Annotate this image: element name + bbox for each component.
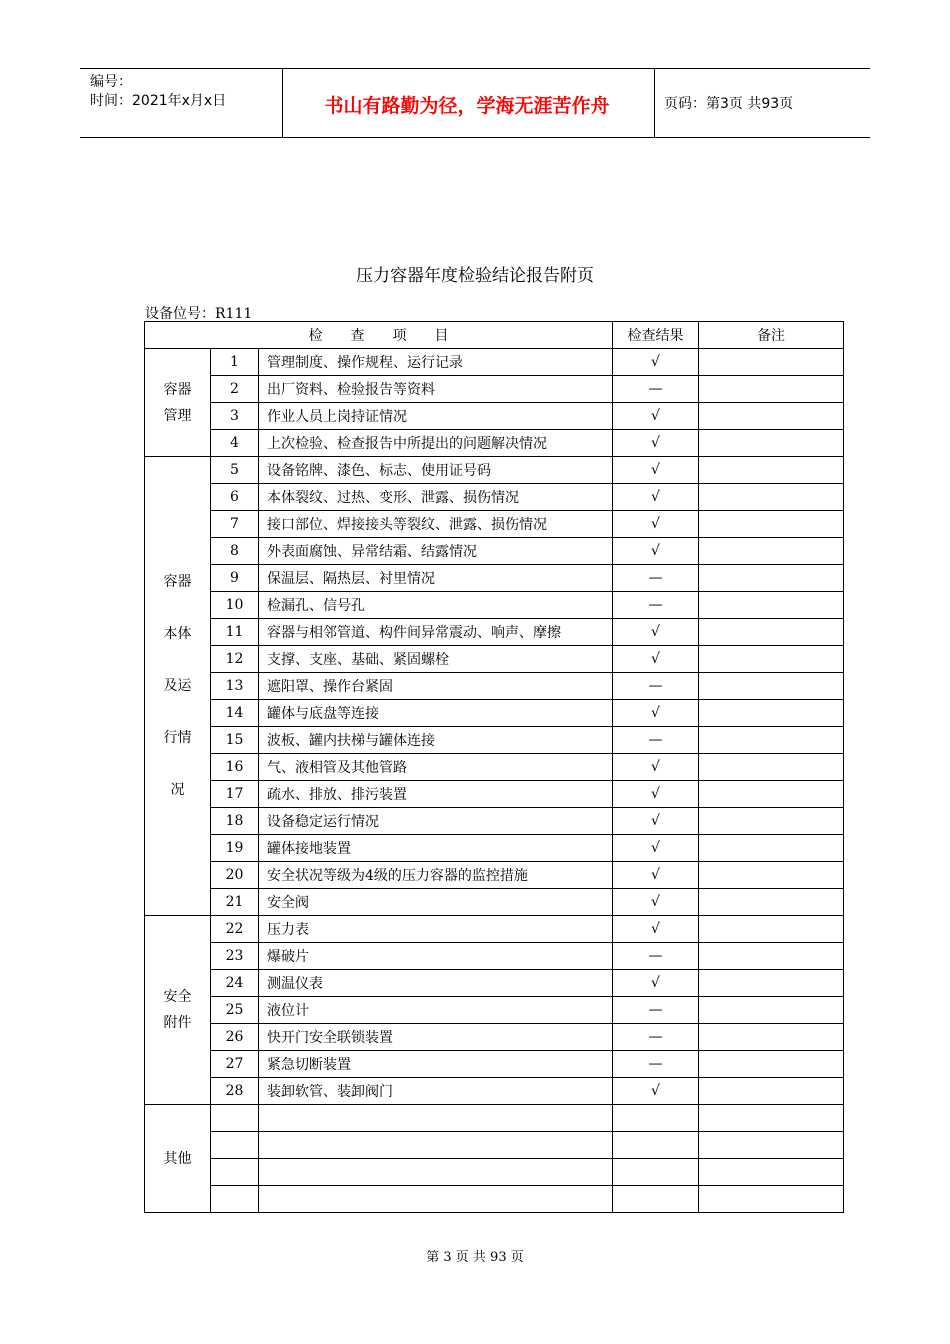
row-item: 管理制度、操作规程、运行记录 — [259, 349, 613, 376]
table-row — [145, 1105, 844, 1132]
page-footer: 第 3 页 共 93 页 — [426, 1250, 524, 1265]
row-item: 爆破片 — [259, 943, 613, 970]
row-result: √ — [613, 403, 699, 430]
row-note — [699, 538, 844, 565]
row-number: 20 — [211, 862, 259, 889]
row-result — [613, 1159, 699, 1186]
row-result: √ — [613, 511, 699, 538]
row-number: 26 — [211, 1024, 259, 1051]
row-result: √ — [613, 484, 699, 511]
row-result: √ — [613, 646, 699, 673]
row-note — [699, 646, 844, 673]
row-result: √ — [613, 349, 699, 376]
category-label: 安全 — [163, 989, 192, 1005]
row-result: — — [613, 565, 699, 592]
table-row — [145, 592, 844, 619]
column-header-note: 备注 — [699, 322, 844, 349]
category-label: 况 — [170, 782, 185, 798]
row-result: — — [613, 727, 699, 754]
row-result: √ — [613, 538, 699, 565]
table-row — [145, 754, 844, 781]
row-note — [699, 484, 844, 511]
table-row — [145, 646, 844, 673]
row-result: √ — [613, 754, 699, 781]
row-number: 6 — [211, 484, 259, 511]
row-number: 27 — [211, 1051, 259, 1078]
row-note — [699, 565, 844, 592]
table-row — [145, 1051, 844, 1078]
row-number: 4 — [211, 430, 259, 457]
row-note — [699, 349, 844, 376]
row-note — [699, 1105, 844, 1132]
page-header — [80, 68, 870, 138]
row-item: 罐体接地装置 — [259, 835, 613, 862]
category-label: 附件 — [163, 1015, 192, 1031]
row-note — [699, 1051, 844, 1078]
table-row — [145, 781, 844, 808]
row-note — [699, 1078, 844, 1105]
table-row — [145, 1078, 844, 1105]
row-number — [211, 1132, 259, 1159]
header-motto: 书山有路勤为径，学海无涯苦作舟 — [324, 95, 610, 117]
row-note — [699, 835, 844, 862]
row-item: 外表面腐蚀、异常结霜、结露情况 — [259, 538, 613, 565]
table-row — [145, 673, 844, 700]
row-item: 气、液相管及其他管路 — [259, 754, 613, 781]
row-item: 罐体与底盘等连接 — [259, 700, 613, 727]
category-cell — [145, 457, 211, 916]
row-note — [699, 889, 844, 916]
row-item — [259, 1105, 613, 1132]
row-number — [211, 1105, 259, 1132]
row-note — [699, 943, 844, 970]
table-row — [145, 889, 844, 916]
row-item: 作业人员上岗持证情况 — [259, 403, 613, 430]
table-row — [145, 430, 844, 457]
row-number: 23 — [211, 943, 259, 970]
row-number: 14 — [211, 700, 259, 727]
row-note — [699, 619, 844, 646]
row-item: 接口部位、焊接接头等裂纹、泄露、损伤情况 — [259, 511, 613, 538]
table-row — [145, 997, 844, 1024]
table-header-row — [145, 322, 844, 349]
row-note — [699, 592, 844, 619]
row-note — [699, 673, 844, 700]
table-row — [145, 457, 844, 484]
table-row — [145, 484, 844, 511]
table-row — [145, 862, 844, 889]
category-cell — [145, 349, 211, 457]
table-row — [145, 916, 844, 943]
header-meta — [90, 73, 226, 111]
row-result — [613, 1186, 699, 1213]
table-row — [145, 565, 844, 592]
category-label: 管理 — [163, 407, 192, 424]
row-item: 设备铭牌、漆色、标志、使用证号码 — [259, 457, 613, 484]
category-label: 容器 — [163, 381, 192, 398]
row-item: 液位计 — [259, 997, 613, 1024]
table-row — [145, 349, 844, 376]
row-note — [699, 1159, 844, 1186]
table-row — [145, 970, 844, 997]
category-cell — [145, 916, 211, 1105]
table-row — [145, 808, 844, 835]
row-item: 本体裂纹、过热、变形、泄露、损伤情况 — [259, 484, 613, 511]
table-row — [145, 835, 844, 862]
row-item: 紧急切断装置 — [259, 1051, 613, 1078]
table-row — [145, 403, 844, 430]
row-note — [699, 457, 844, 484]
header-number: 编号： — [90, 74, 132, 90]
row-number: 15 — [211, 727, 259, 754]
row-number: 8 — [211, 538, 259, 565]
row-item: 测温仪表 — [259, 970, 613, 997]
row-result: — — [613, 673, 699, 700]
row-item: 压力表 — [259, 916, 613, 943]
row-item — [259, 1132, 613, 1159]
row-item: 设备稳定运行情况 — [259, 808, 613, 835]
row-item: 容器与相邻管道、构件间异常震动、响声、摩擦 — [259, 619, 613, 646]
column-header-item: 检 查 项 目 — [145, 322, 613, 349]
row-number: 10 — [211, 592, 259, 619]
table-row — [145, 511, 844, 538]
row-item: 安全阀 — [259, 889, 613, 916]
row-number: 1 — [211, 349, 259, 376]
row-result: √ — [613, 430, 699, 457]
row-number: 11 — [211, 619, 259, 646]
row-number: 22 — [211, 916, 259, 943]
row-result: √ — [613, 808, 699, 835]
column-header-result: 检查结果 — [613, 322, 699, 349]
row-result: — — [613, 592, 699, 619]
category-cell — [145, 1105, 211, 1213]
row-note — [699, 862, 844, 889]
row-item: 出厂资料、检验报告等资料 — [259, 376, 613, 403]
category-label: 及运 — [163, 678, 192, 694]
row-note — [699, 970, 844, 997]
row-number: 7 — [211, 511, 259, 538]
row-note — [699, 808, 844, 835]
table-row — [145, 619, 844, 646]
table-row — [145, 1186, 844, 1213]
row-result: — — [613, 1051, 699, 1078]
row-result: √ — [613, 862, 699, 889]
row-note — [699, 430, 844, 457]
row-number: 12 — [211, 646, 259, 673]
row-result — [613, 1105, 699, 1132]
table-row — [145, 376, 844, 403]
header-divider — [654, 69, 655, 137]
table-row — [145, 700, 844, 727]
table-row — [145, 727, 844, 754]
row-note — [699, 754, 844, 781]
table-row — [145, 538, 844, 565]
row-item: 波板、罐内扶梯与罐体连接 — [259, 727, 613, 754]
row-note — [699, 781, 844, 808]
row-result: √ — [613, 1078, 699, 1105]
row-number — [211, 1186, 259, 1213]
row-item — [259, 1159, 613, 1186]
row-number: 19 — [211, 835, 259, 862]
table-row — [145, 1024, 844, 1051]
row-number: 17 — [211, 781, 259, 808]
category-label: 行情 — [163, 730, 192, 746]
row-result: √ — [613, 619, 699, 646]
category-label: 本体 — [163, 626, 192, 642]
row-result: — — [613, 1024, 699, 1051]
row-result: √ — [613, 457, 699, 484]
row-item: 安全状况等级为4级的压力容器的监控措施 — [259, 862, 613, 889]
row-note — [699, 1024, 844, 1051]
row-number: 9 — [211, 565, 259, 592]
row-item: 疏水、排放、排污装置 — [259, 781, 613, 808]
row-number: 3 — [211, 403, 259, 430]
header-page-info: 页码：第3页 共93页 — [664, 96, 794, 112]
table-row — [145, 1132, 844, 1159]
row-number: 5 — [211, 457, 259, 484]
row-note — [699, 700, 844, 727]
row-item: 装卸软管、装卸阀门 — [259, 1078, 613, 1105]
document-title: 压力容器年度检验结论报告附页 — [356, 266, 594, 286]
row-number: 25 — [211, 997, 259, 1024]
row-result: √ — [613, 916, 699, 943]
row-result: — — [613, 997, 699, 1024]
row-number — [211, 1159, 259, 1186]
row-result: √ — [613, 835, 699, 862]
row-note — [699, 1132, 844, 1159]
category-label: 容器 — [163, 574, 192, 590]
row-item: 遮阳罩、操作台紧固 — [259, 673, 613, 700]
row-item: 支撑、支座、基础、紧固螺栓 — [259, 646, 613, 673]
row-number: 13 — [211, 673, 259, 700]
row-item: 保温层、隔热层、衬里情况 — [259, 565, 613, 592]
row-result: √ — [613, 889, 699, 916]
row-number: 21 — [211, 889, 259, 916]
row-result: √ — [613, 700, 699, 727]
row-result: √ — [613, 970, 699, 997]
row-note — [699, 1186, 844, 1213]
row-number: 16 — [211, 754, 259, 781]
row-result: √ — [613, 781, 699, 808]
row-number: 28 — [211, 1078, 259, 1105]
row-item: 快开门安全联锁装置 — [259, 1024, 613, 1051]
row-number: 2 — [211, 376, 259, 403]
row-result: — — [613, 376, 699, 403]
row-note — [699, 403, 844, 430]
row-note — [699, 511, 844, 538]
table-row — [145, 1159, 844, 1186]
row-item: 检漏孔、信号孔 — [259, 592, 613, 619]
row-number: 18 — [211, 808, 259, 835]
device-number: 设备位号：R111 — [145, 306, 253, 322]
row-note — [699, 376, 844, 403]
row-note — [699, 727, 844, 754]
row-note — [699, 997, 844, 1024]
row-item — [259, 1186, 613, 1213]
header-date: 时间：2021年x月x日 — [90, 93, 227, 109]
row-item: 上次检验、检查报告中所提出的问题解决情况 — [259, 430, 613, 457]
category-label: 其他 — [163, 1150, 192, 1167]
row-result — [613, 1132, 699, 1159]
row-result: — — [613, 943, 699, 970]
inspection-table — [144, 321, 844, 1213]
table-row — [145, 943, 844, 970]
row-number: 24 — [211, 970, 259, 997]
row-note — [699, 916, 844, 943]
